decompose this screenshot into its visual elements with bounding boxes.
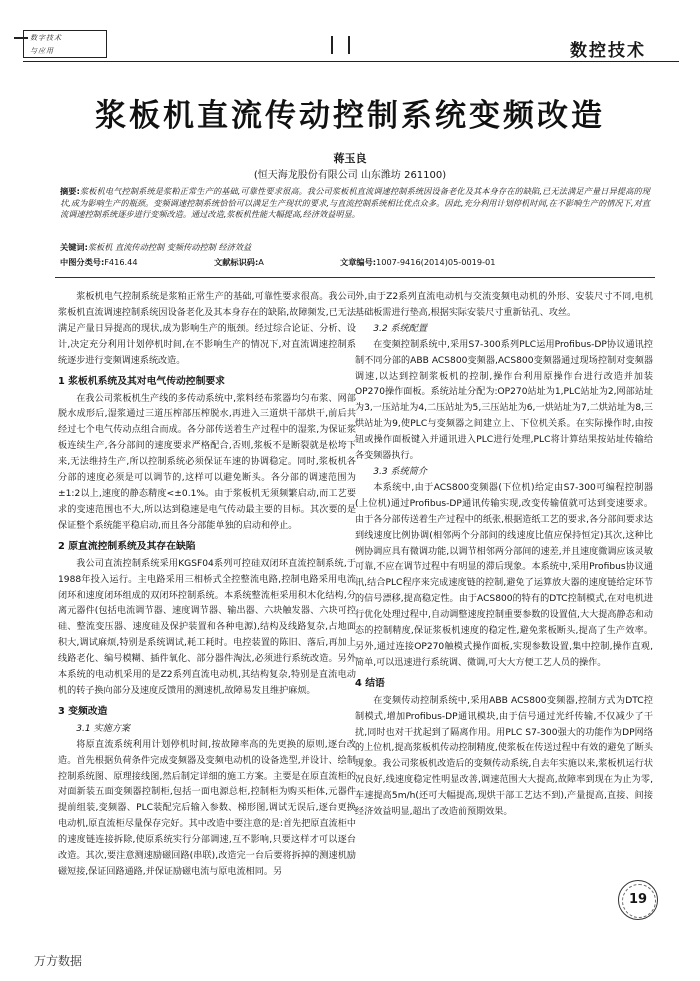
clc-number: 中图分类号:F416.44	[60, 257, 138, 267]
section-3-1-heading: 3.1 实施方案	[76, 723, 130, 734]
section-3-3-paragraph: 本系统中,由于ACS800变频器(下位机)给定由S7-300可编程控制器(上位机)通过Profibus-DP通讯传输实现,改变传输值就可达到变速要求。由于各分部传送着生产过程中的纸张,根据造纸工艺的要求,各分部间要求达到线速度比例协调(相邻两个分部间的线速度比值应保持恒定)其次,这种比例协调应具有微调功能,以调节相邻两分部间的速差,并且速度微调应该灵敏可靠,不应在调节过程中有明显的滞后现象。本系统中,采用Profibus协议通讯,结合PLC程序来完成速度链的控制,避免了运算放大器的速度链给定环节的信号漂移,提高稳定性。由于ACS800的特有的DTC控制模式,在对电机进行优化处理过程中,自动调整速度控制重要参数的设置值,大大提高静态和动态的控制精度,保证浆板机速度的稳定性,避免浆板断头,提高了生产效率。另外,通过连接OP270触模式操作面板,实现参数设置,集中控制,操作直观,简单,可以迅速进行系统调、微调,可大大方便工艺人员的操作。	[355, 482, 653, 668]
footer-source: 万方数据	[34, 954, 83, 968]
column-tag-line1: 数字技术	[30, 34, 62, 42]
abstract-text: 浆板机电气控制系统是浆粕正常生产的基础,可靠性要求很高。我公司浆板机直流调速控制系统因设备老化及其本身存在的缺陷,已无法满足产量日异提高的现状,成为影响生产的瓶颈。变频调速控制系统恰恰可以满足生产现状的要求,与直流控制系统相比优点众多。因此,充分利用计划停机时间,在不影响生产的情况下,对直流调速控制系统逐步进行变频改造。通过改造,浆板机性能大幅提高,经济效益明显。	[60, 186, 650, 219]
page-number-badge	[618, 880, 658, 920]
meta-rule	[55, 277, 655, 278]
article-number: 文章编号:1007-9416(2014)05-0019-01	[340, 257, 496, 267]
section-3-2-heading: 3.2 系统配置	[373, 323, 427, 334]
section-label: 数控技术	[570, 41, 646, 61]
author-affiliation: (恒天海龙股份有限公司 山东潍坊 261100)	[253, 170, 447, 181]
header-divider-right	[348, 36, 350, 54]
header-divider-left	[331, 36, 333, 54]
section-1-heading: 1 浆板机系统及其对电气传动控制要求	[58, 375, 225, 387]
page-number: 19	[628, 892, 648, 907]
body-column-left	[58, 290, 356, 881]
section-4-paragraph: 在变频传动控制系统中,采用ABB ACS800变频器,控制方式为DTC控制模式,增加Profibus-DP通讯模块,由于信号通过光纤传输,不仅减少了干扰,同时也对干扰起到了隔离作用。用PLC S7-300强大的功能作为DP网络的上位机,提高浆板机传动控制精度,使浆板在传送过程中有效的避免了断头现象。我公司浆板机改造后的变频传动系统,自去年实施以来,浆板机运行状况良好,线速度稳定性明显改善,调速范围大大提高,故障率到现在为止为零,车速提高5m/h(还可大幅提高,现烘干部工艺达不到),产量提高,直接、间接经济效益明显,超出了改造前预期效果。	[355, 695, 653, 818]
section-3-2-paragraph: 在变频控制系统中,采用S7-300系列PLC运用Profibus-DP协议通讯控制不同分部的ABB ACS800变频器,ACS800变频器通过现场控制对变频器调速,以达到控制浆板机的控制,操作台利用原操作台进行改造并加装OP270操作面板。系统站址分配为:OP270站址为1,PLC站址为2,网部站址为3,一压站址为4,二压站址为5,三压站址为6,一烘站址为7,二烘站址为8,三烘站址为9,使PLC与变频器之间建立上、下位机关系。在实际操作时,由按钮或操作面板键入并通讯进入PLC进行处理,PLC将计算结果按站址传输给各变频器执行。	[355, 339, 653, 462]
document-code: 文献标识码:A	[214, 257, 264, 267]
section-2-heading: 2 原直流控制系统及其存在缺陷	[58, 540, 196, 552]
section-2-paragraph: 我公司直流控制系统采用KGSF04系列可控硅双闭环直流控制系统,于1988年投入运行。主电路采用三相桥式全控整流电路,控制电路采用电流闭环和速度闭环组成的双闭环控制系统。本系统整流柜采用积木化结构,分离元器件(包括电流调节器、速度调节器、输出器、六块触发器、六块可控硅、整流变压器、速度硅及保护装置和各种电源),结构及线路复杂,占地面积大,调试麻烦,特别是系统调试,耗工耗时。电控装置的陈旧、落后,再加上线路老化、编号模糊、插件氧化、部分器件淘汰,必须进行系统改造。另外本系统的电动机采用的是Z2系列直流电动机,其结构复杂,特别是直流电动机的转子换向部分及速度反馈用的测速机,故障易发且维护麻烦。	[58, 558, 356, 696]
section-3-1-paragraph-cont: 外,由于Z2系列直流电动机与交流变频电动机的外形、安装尺寸不同,电机基础板需进行垫高,根据实际安装尺寸重新钻孔、攻丝。	[355, 292, 653, 318]
section-4-heading: 4 结语	[355, 677, 385, 689]
abstract	[60, 186, 650, 221]
author-name: 蒋玉良	[333, 152, 367, 165]
article-title: 浆板机直流传动控制系统变频改造	[95, 98, 605, 134]
section-1-paragraph: 在我公司浆板机生产线的多传动系统中,浆料经布浆器均匀布浆、网部脱水成形后,湿浆通过三道压榨部压榨脱水,再进入三道烘干部烘干,前后共经过七个电气传动点组合而成。各分部传送着生产过程中的湿浆,为保证浆板连续生产,各分部间的速度要求严格配合,否则,浆板不是断裂就是松垮下来,无法维持生产,所以控制系统必须保证车速的协调稳定。同时,浆板机各分部的速度必须是可以调节的,这样可以避免断头。各分部的调速范围为±1:2以上,速度的静态精度<±0.1%。由于浆板机无须频繁启动,而工艺要求的变速范围也不大,所以达到稳速是电气传动最主要的目标。其次要的是保证整个系统能平稳启动,而且各分部能单独的启动和停止。	[58, 393, 356, 531]
column-tag-line2: 与应用	[30, 47, 54, 55]
header-rule	[23, 61, 679, 62]
section-3-3-heading: 3.3 系统简介	[373, 466, 427, 477]
keywords-label: 关键词:	[60, 242, 88, 252]
body-column-right	[355, 290, 653, 821]
intro-paragraph: 浆板机电气控制系统是浆粕正常生产的基础,可靠性要求很高。我公司浆板机直流调速控制系统因设备老化及其本身存在的缺陷,故障频发,已无法满足产量日异提高的现状,成为影响生产的瓶颈。经过综合论证、分析、设计,决定充分利用计划停机时间,在不影响生产的情况下,对直流调速控制系统逐步进行变频调速系统改造。	[58, 292, 356, 366]
keywords-text: 浆板机 直流传动控制 变频传动控制 经济效益	[87, 242, 252, 252]
section-3-heading: 3 变频改造	[58, 705, 108, 717]
column-tag	[23, 30, 107, 58]
keywords	[60, 242, 650, 253]
abstract-label: 摘要:	[60, 186, 80, 196]
section-3-1-paragraph: 将原直流系统利用计划停机时间,按故障率高的先更换的原则,逐台改造。首先根据负荷条件完成变频器及变频电动机的设备选型,并设计、绘制控制系统图、原理接线图,然后制定详细的施工方案。主要是在原直流柜的对面新装五面变频器控制柜,包括一面电源总柜,控制柜为购买柜体,元器件提前组装,变频器、PLC装配完后输入参数、梯形图,调试无误后,逐台更换电动机,原直流柜尽量保存完好。其中改造中要注意的是:首先把原直流柜中的速度链连接拆除,使原系统实行分部调速,互不影响,只要这样才可以逐台改造。其次,要注意测速励磁回路(串联),改造完一台后要将拆掉的测速机励磁短接,保证回路通路,并保证励磁电流与原电流相同。另	[58, 739, 356, 877]
